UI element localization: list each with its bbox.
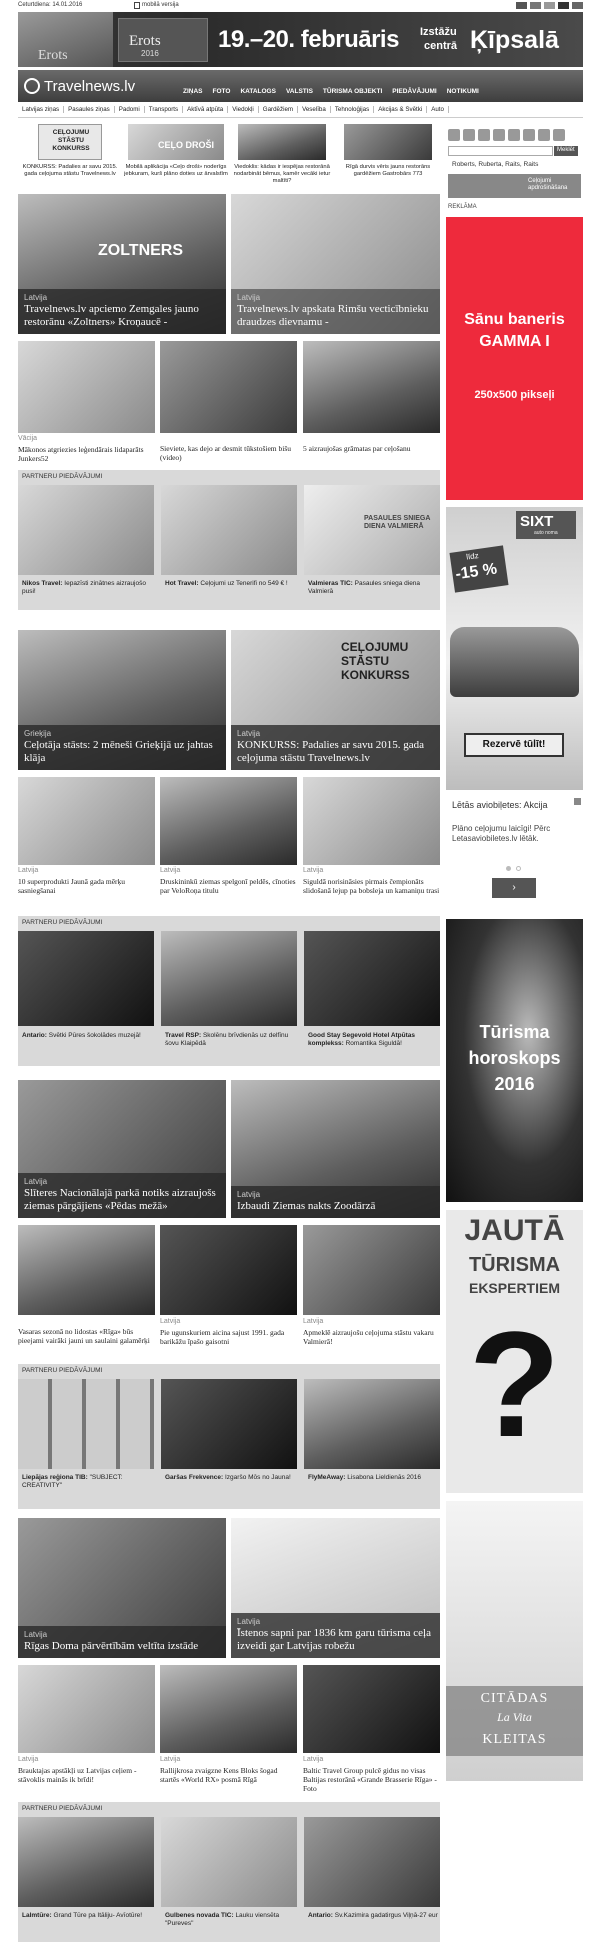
flag-lv-icon[interactable]	[516, 2, 527, 9]
logo-icon[interactable]	[24, 78, 40, 94]
partner-text: Lauku viensēta "Pureves"	[165, 1912, 280, 1927]
sixt-percent: -15 %	[454, 560, 499, 584]
partner-caption[interactable]	[22, 1032, 152, 1040]
partner-name: Antario:	[22, 1032, 47, 1039]
article-card-large[interactable]	[18, 630, 226, 770]
partner-name: Valmieras TIC:	[308, 580, 353, 587]
article-category: Latvija	[303, 1756, 324, 1763]
partner-caption[interactable]	[165, 1032, 295, 1048]
article-caption	[18, 435, 155, 463]
subnav-tips[interactable]: Padomi	[115, 106, 145, 113]
article-category: Latvija	[160, 1318, 181, 1325]
twitter-icon[interactable]	[463, 129, 475, 141]
article-category: Latvija	[237, 293, 261, 302]
erots-banner[interactable]	[18, 12, 583, 67]
promo-image	[38, 124, 102, 160]
subnav-latvia[interactable]: Latvijas ziņas	[18, 106, 64, 113]
article-category: Latvija	[237, 1190, 261, 1199]
citadas-line-3: KLEITAS	[482, 1732, 547, 1747]
banner-brand: Erots	[129, 33, 161, 49]
article-image[interactable]	[160, 1665, 297, 1753]
article-title[interactable]: Travelnews.lv apciemo Zemgales jauno restorānu «Zoltners» Kroņaucē -	[24, 303, 199, 328]
partner-name: Lalmtūre:	[22, 1912, 52, 1919]
article-title[interactable]: KONKURSS: Padalies ar savu 2015. gada ceļojuma stāstu Travelnews.lv	[237, 739, 424, 764]
partner-name: Good Stay Segevold Hotel Atpūtas komplekss:	[308, 1032, 416, 1047]
partner-image-text: PASAULES SNIEGA DIENA VALMIERĀ	[364, 515, 431, 530]
mobile-icon	[134, 2, 140, 9]
partner-text: Lisabona Lieldienās 2016	[347, 1474, 421, 1481]
insurance-label: Ceļojumi apdrošināšana	[528, 178, 568, 191]
partner-image[interactable]	[161, 1379, 297, 1469]
flights-ad-title[interactable]: Lētās aviobiļetes: Akcija	[452, 800, 548, 810]
sixt-sub: auto noma	[534, 530, 558, 536]
partner-text: Skolēnu brīvdienās uz delfīnu šovu Klaipēdā	[165, 1032, 289, 1047]
search-input[interactable]	[448, 146, 553, 156]
next-arrow-button[interactable]: ›	[492, 878, 536, 898]
partner-text: Romantika Siguldā!	[345, 1040, 402, 1047]
partner-offers-header: PARTNERU PIEDĀVĀJUMI	[22, 1805, 103, 1812]
article-caption	[231, 1613, 440, 1658]
subnav-world[interactable]: Pasaules ziņas	[64, 106, 115, 113]
promo-text: Rīgā durvis vēris jauns restorāns gardēžiem Gastrobārs 773	[345, 164, 431, 177]
article-category: Grieķija	[24, 729, 52, 738]
article-title[interactable]: Mākonos atgriezies leģendārais lidaparāts Junkers52	[18, 444, 144, 463]
sub-nav	[18, 106, 583, 118]
flag-ru-icon[interactable]	[544, 2, 555, 9]
article-title[interactable]: Siguldā norisināsies pirmais čempionāts slidošanā lejup pa bobsleja un kamaniņu trasi	[303, 876, 440, 895]
article-category: Latvija	[160, 867, 181, 874]
insurance-banner[interactable]	[448, 174, 581, 198]
article-title[interactable]: Īstenos sapni par 1836 km garu tūrisma ceļa izveidi gar Latvijas robežu	[237, 1627, 431, 1652]
promo-text: Viedoklis: kādas ir iespējas restorānā nodarbināt bēmus, kamēr vecāki ietur maltīti?	[233, 164, 331, 184]
article-caption	[18, 1327, 155, 1345]
article-caption	[18, 1756, 155, 1784]
nav-news[interactable]: ZIŅAS	[183, 88, 203, 95]
article-caption	[18, 867, 155, 895]
article-title[interactable]: Slīteres Nacionālajā parkā notiks aizraujošs ziemas pārgājiens «Pēdas mežā»	[24, 1187, 216, 1212]
article-category: Latvija	[24, 293, 48, 302]
article-title[interactable]: Vasaras sezonā no lidostas «Rīga» būs pieejami vairāki jauni un saulaini galamērķi	[18, 1327, 150, 1345]
ad-label: REKLĀMA	[448, 204, 477, 210]
article-category: Latvija	[24, 1177, 48, 1186]
article-image[interactable]	[18, 341, 155, 433]
citadas-line-2: La Vita	[497, 1710, 532, 1724]
article-image[interactable]	[160, 341, 297, 433]
partner-image[interactable]	[161, 1817, 297, 1907]
article-caption	[231, 1186, 440, 1218]
article-card-large[interactable]	[231, 630, 440, 770]
nav-events[interactable]: NOTIKUMI	[446, 88, 479, 95]
flag-de-icon[interactable]	[558, 2, 569, 9]
article-card-large[interactable]	[231, 1080, 440, 1218]
article-category: Latvija	[237, 1617, 261, 1626]
subnav-deals[interactable]: Akcijas & Svētki	[374, 106, 427, 113]
article-title[interactable]: Ceļotāja stāsts: 2 mēneši Grieķijā uz jahtas klāja	[24, 739, 213, 764]
partner-image[interactable]	[161, 931, 297, 1026]
article-title[interactable]: Baltic Travel Group pulcē gidus no visas Baltijas restorānā «Grande Brasserie Rīga» - Foto	[303, 1765, 437, 1793]
article-image[interactable]	[160, 777, 297, 865]
banner-where-2: centrā	[424, 40, 458, 52]
partner-text: Svētki Pūres šokolādes muzejā!	[48, 1032, 141, 1039]
article-image[interactable]	[303, 341, 440, 433]
promo-strip	[18, 124, 440, 186]
partner-offers-block	[18, 1364, 440, 1509]
citadas-banner[interactable]	[446, 1501, 583, 1781]
article-card-large[interactable]	[231, 194, 440, 334]
carousel-dot[interactable]	[516, 866, 521, 871]
promo-item[interactable]	[336, 124, 440, 186]
partner-image[interactable]	[161, 485, 297, 575]
top-bar	[18, 0, 583, 11]
promo-image	[344, 124, 432, 160]
article-caption	[231, 725, 440, 770]
article-image-text: CEĻOJUMU STĀSTU KONKURSS	[341, 640, 410, 682]
mobile-version-link[interactable]: mobilā versija	[142, 2, 179, 8]
question-mark-icon: ?	[468, 1300, 561, 1468]
promo-image	[238, 124, 326, 160]
promo-item[interactable]	[230, 124, 334, 186]
article-image-text: ZOLTNERS	[98, 242, 184, 259]
nav-catalog[interactable]: KATALOGS	[240, 88, 276, 95]
partner-name: FlyMeAway:	[308, 1474, 346, 1481]
sixt-logo	[516, 511, 576, 539]
sixt-car-image	[450, 627, 579, 697]
ask-line-3: EKSPERTIEM	[468, 1280, 560, 1296]
article-card-large[interactable]	[18, 194, 226, 334]
partner-name: Antario:	[308, 1912, 333, 1919]
partner-image[interactable]	[304, 1817, 440, 1907]
banner-logo	[118, 18, 208, 62]
main-nav	[173, 88, 479, 95]
article-title[interactable]: 5 aizraujošas grāmatas par ceļošanu	[303, 444, 411, 453]
article-caption	[303, 867, 440, 895]
ask-experts-banner[interactable]	[446, 1210, 583, 1493]
article-image[interactable]	[18, 1225, 155, 1315]
partner-text: Sv.Kazimira gadatirgus Viļņā-27 eur	[334, 1912, 438, 1919]
partner-name: Hot Travel:	[165, 580, 199, 587]
partner-image[interactable]	[18, 931, 154, 1026]
ask-line-2: TŪRISMA	[468, 1254, 561, 1276]
promo-item[interactable]	[124, 124, 228, 186]
article-image[interactable]	[160, 1225, 297, 1315]
promo-image	[128, 124, 224, 160]
article-category: Latvija	[160, 1756, 181, 1763]
promo-image-text: CEĻOJUMU STĀSTU KONKURSS	[52, 129, 90, 152]
main-header	[18, 70, 583, 102]
gamma-title: Sānu baneris	[464, 311, 565, 328]
article-title[interactable]: Rīgas Doma pārvērtībām veltīta izstāde	[24, 1640, 199, 1652]
article-caption	[160, 444, 297, 462]
promo-item[interactable]	[18, 124, 122, 186]
partner-offers-block	[18, 1802, 440, 1942]
horoscope-banner[interactable]	[446, 919, 583, 1202]
promo-text: Mobilā aplikācija «Ceļo droši» noderīgs jebkuram, kurš plāno doties uz ārvalstīm	[124, 164, 228, 177]
article-caption	[18, 1626, 226, 1658]
site-logo[interactable]: Travelnews.lv	[44, 78, 136, 95]
flights-ad-text: Plāno ceļojumu laicīgi! Pērc Letasaviobiletes.lv lētāk.	[452, 824, 551, 843]
citadas-label	[446, 1686, 583, 1756]
article-category: Latvija	[24, 1630, 48, 1639]
article-category: Latvija	[303, 1318, 324, 1325]
partner-caption[interactable]	[165, 1912, 295, 1928]
nav-tourism-objects[interactable]: TŪRISMA OBJEKTI	[322, 88, 383, 95]
partner-caption[interactable]	[22, 580, 152, 596]
article-title[interactable]: Rallijkrosa zvaigzne Kens Bloks šogad startēs «World RX» posmā Rīgā	[160, 1765, 278, 1784]
subnav-auto[interactable]: Auto	[427, 106, 449, 113]
draugiem-icon[interactable]	[478, 129, 490, 141]
nav-countries[interactable]: VALSTIS	[285, 88, 313, 95]
partner-caption[interactable]	[308, 1032, 438, 1048]
flag-en-icon[interactable]	[530, 2, 541, 9]
rss-icon[interactable]	[553, 129, 565, 141]
article-image[interactable]	[18, 1665, 155, 1753]
search-button[interactable]: Meklēt	[554, 146, 578, 156]
article-caption	[18, 1173, 226, 1218]
promo-text: KONKURSS: Padalies ar savu 2015. gada ceļojuma stāstu Travelnews.lv	[22, 164, 118, 177]
article-card-large[interactable]	[18, 1518, 226, 1658]
partner-name: Gulbenes novada TIC:	[165, 1912, 234, 1919]
subnav-tech[interactable]: Tehnoloģijas	[331, 106, 374, 113]
partner-offers-header: PARTNERU PIEDĀVĀJUMI	[22, 1367, 103, 1374]
partner-text: Ceļojumi uz Tenerifi no 549 € !	[200, 580, 288, 587]
partner-image[interactable]	[304, 485, 440, 575]
banner-where-1: Izstāžu	[420, 26, 457, 38]
promo-image-text: CEĻO DROŠI	[158, 140, 215, 150]
article-category: Vācija	[18, 435, 38, 442]
ask-line-1: JAUTĀ	[464, 1214, 565, 1247]
article-caption	[160, 1756, 297, 1784]
article-category: Latvija	[18, 1756, 39, 1763]
current-date: Ceturtdiena: 14.01.2016	[18, 2, 83, 8]
partner-caption[interactable]	[22, 1474, 152, 1490]
article-caption	[303, 444, 440, 453]
horoscope-title: Tūrisma horoskops 2016	[468, 1022, 561, 1094]
subnav-active[interactable]: Aktīvā atpūta	[183, 106, 228, 113]
partner-offers-header: PARTNERU PIEDĀVĀJUMI	[22, 473, 103, 480]
article-title[interactable]: 10 superprodukti Jaunā gada mērķu sasniegšanai	[18, 876, 126, 895]
banner-brand-left: Erots	[38, 48, 68, 63]
banner-year: 2016	[141, 49, 159, 58]
partner-image[interactable]	[304, 1379, 440, 1469]
partner-caption[interactable]	[308, 580, 438, 596]
article-category: Latvija	[18, 867, 39, 874]
article-card-large[interactable]	[18, 1080, 226, 1218]
sixt-banner[interactable]	[446, 507, 583, 790]
article-caption	[231, 289, 440, 334]
sidebar	[446, 124, 583, 1804]
partner-text: Grand Tūre pa Itāliju- Avīotūre!	[53, 1912, 143, 1919]
sixt-reserve-button[interactable]: Rezervē tūlīt!	[464, 733, 564, 757]
gamma-subtitle: GAMMA I	[479, 333, 550, 350]
partner-text: "SUBJECT: CREATIVITY"	[22, 1474, 123, 1489]
facebook-icon[interactable]	[448, 129, 460, 141]
citadas-line-1: CITĀDAS	[480, 1691, 549, 1706]
partner-image[interactable]	[18, 1817, 154, 1907]
subnav-health[interactable]: Veselība	[298, 106, 331, 113]
partner-caption[interactable]	[22, 1912, 152, 1920]
partner-name: Nikos Travel:	[22, 580, 63, 587]
carousel-dot[interactable]	[506, 866, 511, 871]
article-caption	[18, 289, 226, 334]
sixt-brand: SIXT	[520, 513, 554, 530]
nav-photo[interactable]: FOTO	[212, 88, 231, 95]
language-flags	[513, 2, 583, 11]
partner-text: Iepazīsti zinātnes aizraujošo pusi!	[22, 580, 146, 595]
nameday-names: Roberts, Ruberta, Raits, Raits	[452, 161, 539, 168]
ad-close-icon[interactable]	[574, 798, 581, 805]
partner-offers-header: PARTNERU PIEDĀVĀJUMI	[22, 919, 103, 926]
partner-image[interactable]	[18, 1379, 154, 1469]
partner-name: Travel RSP:	[165, 1032, 202, 1039]
partner-text: Izgaršo Mōs no Jauna!	[225, 1474, 291, 1481]
partner-caption[interactable]	[165, 1474, 295, 1482]
article-title[interactable]: Pie ugunskuriem aicina sajust 1991. gada barikāžu īpašo gaisotni	[160, 1327, 285, 1346]
partner-name: Garšas Frekvence:	[165, 1474, 224, 1481]
article-title[interactable]: Izbaudi Ziemas nakts Zoodārzā	[237, 1200, 376, 1212]
article-caption	[303, 1756, 440, 1793]
gamma-size: 250x500 pikseļi	[474, 389, 555, 401]
partner-caption[interactable]	[165, 580, 295, 588]
banner-dates: 19.–20. februāris	[218, 26, 399, 53]
article-card-large[interactable]	[231, 1518, 440, 1658]
article-image[interactable]	[303, 777, 440, 865]
article-category: Latvija	[237, 729, 261, 738]
partner-image[interactable]	[304, 931, 440, 1026]
article-title[interactable]: Brauktajas apstākļi uz Latvijas ceļiem - stāvoklis mainās ik brīdi!	[18, 1765, 137, 1784]
article-image[interactable]	[18, 777, 155, 865]
nav-offers[interactable]: PIEDĀVĀJUMI	[392, 88, 437, 95]
mail-icon[interactable]	[538, 129, 550, 141]
partner-offers-block	[18, 916, 440, 1066]
article-title[interactable]: Sieviete, kas dejo ar desmit tūkstošiem bišu (video)	[160, 444, 292, 462]
instagram-icon[interactable]	[493, 129, 505, 141]
article-caption	[160, 1318, 297, 1346]
partner-offers-block	[18, 470, 440, 610]
social-icons	[448, 129, 568, 143]
sixt-upto: līdz	[465, 550, 480, 562]
flights-ad[interactable]	[446, 798, 583, 913]
youtube-icon[interactable]	[523, 129, 535, 141]
flag-ee-icon[interactable]	[572, 2, 583, 9]
partner-name: Liepājas reģiona TIB:	[22, 1474, 88, 1481]
article-title[interactable]: Apmeklē aizraujošu ceļojuma stāstu vakaru Valmierā!	[303, 1327, 434, 1346]
article-caption	[160, 867, 297, 895]
article-title[interactable]: Travelnews.lv apskata Rimšu vecticībnieku draudzes dievnamu -	[237, 303, 429, 328]
partner-text: Pasaules sniega diena Valmierā	[308, 580, 421, 595]
article-caption	[18, 725, 226, 770]
subnav-gourmet[interactable]: Gardēžiem	[259, 106, 298, 113]
partner-caption[interactable]	[308, 1912, 438, 1920]
subnav-opinions[interactable]: Viedokļi	[228, 106, 259, 113]
article-title[interactable]: Druskininkū ziemas spelgonī peldēs, cīnoties par VeloRoņa titulu	[160, 876, 296, 895]
partner-caption[interactable]	[308, 1474, 438, 1482]
article-caption	[303, 1318, 440, 1346]
google-plus-icon[interactable]	[508, 129, 520, 141]
partner-image[interactable]	[18, 485, 154, 575]
subnav-transport[interactable]: Transports	[145, 106, 183, 113]
article-category: Latvija	[303, 867, 324, 874]
banner-place: Ķīpsalā	[470, 26, 559, 54]
gamma-banner[interactable]	[446, 217, 583, 500]
article-image[interactable]	[303, 1665, 440, 1753]
sixt-discount	[449, 545, 508, 592]
article-image[interactable]	[303, 1225, 440, 1315]
